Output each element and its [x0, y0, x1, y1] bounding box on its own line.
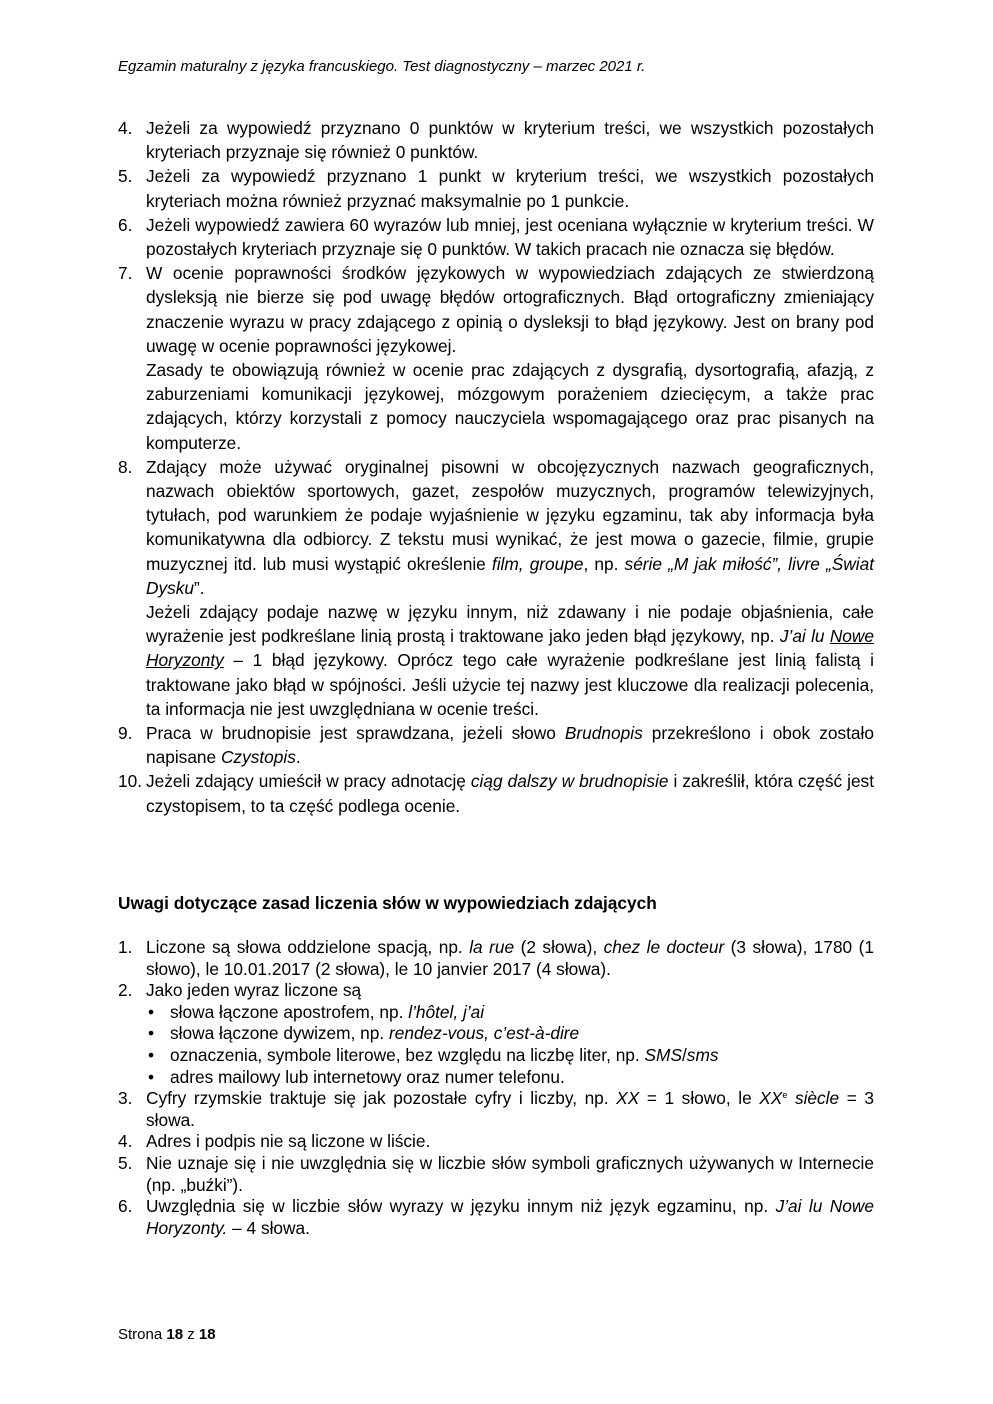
- page-header: Egzamin maturalny z języka francuskiego. Test diagnostyczny – marzec 2021 r.: [118, 58, 646, 75]
- text-run: oznaczenia, symbole literowe, bez względu na liczbę liter, np.: [170, 1044, 645, 1065]
- list-item: [118, 980, 874, 1088]
- italic-run: Czystopis: [220, 747, 296, 768]
- item-number: 6.: [118, 214, 133, 235]
- item-number: 4.: [118, 1131, 133, 1152]
- bullet-item: [148, 1002, 874, 1024]
- text-run: = 1 słowo, le: [639, 1088, 760, 1109]
- item-number: 2.: [118, 980, 133, 1001]
- section-heading: Uwagi dotyczące zasad liczenia słów w wypowiedziach zdających: [118, 893, 657, 913]
- text-run: i zakreślił, która część jest czystopisem, to ta część podlega ocenie.: [146, 771, 874, 816]
- list-item: [118, 116, 874, 164]
- item-number: 10.: [118, 771, 143, 792]
- superscript: e: [782, 1090, 788, 1101]
- item-text: Jako jeden wyraz liczone są: [146, 980, 362, 1001]
- underlined-title: Nowe Horyzonty: [146, 626, 875, 671]
- bullet-item: [148, 1067, 874, 1089]
- italic-run: la rue: [469, 937, 515, 957]
- italic-run: film, groupe: [491, 553, 584, 574]
- item-number: 1.: [118, 937, 133, 957]
- list-item: [118, 769, 874, 817]
- italic-run: J’ai lu Nowe Horyzonty.: [146, 1196, 874, 1238]
- italic-run: rendez-vous, c’est-à-dire: [389, 1023, 580, 1044]
- bullet-list: [146, 1002, 874, 1088]
- text-run: Zdający może używać oryginalnej pisowni w obcojęzycznych nazwach geograficznych, nazwach obiektów sportowych, gazet, zespołów muzycznych, programów telewizyjnych, tytułach, pod warunkiem że podaje wyjaśnienie w języku egzaminu, tak aby informacja była komunikatywna dla odbiorcy. Z tekstu musi wynikać, że jest mowa o gazecie, filmie, grupie muzycznej itd. lub musi wystąpić określenie: [146, 456, 874, 574]
- italic-run: SMS: [644, 1044, 682, 1065]
- item-number: 6.: [118, 1196, 133, 1217]
- item-number: 5.: [118, 166, 133, 187]
- item-number: 4.: [118, 118, 133, 138]
- item-text: Jeżeli za wypowiedź przyznano 0 punktów w kryterium treści, we wszystkich pozostałych kryteriach przyznaje się również 0 punktów.: [146, 118, 874, 163]
- text-run: przekreślono i obok zostało napisane: [146, 723, 874, 768]
- text-run: Cyfry rzymskie traktuje się jak pozostałe cyfry i liczby, np.: [146, 1088, 617, 1109]
- item-paragraph: [146, 455, 874, 600]
- list-item: [118, 1196, 874, 1239]
- page-number: 18: [166, 1326, 184, 1343]
- item-number: 5.: [118, 1152, 133, 1173]
- list-item: [118, 1088, 874, 1131]
- list-item: [118, 261, 874, 455]
- text-run: Praca w brudnopisie jest sprawdzana, jeżeli słowo: [146, 723, 565, 744]
- text-run: (2 słowa),: [514, 937, 604, 957]
- item-paragraph: W ocenie poprawności środków językowych w wypowiedziach zdających ze stwierdzoną dysleksją nie bierze się pod uwagę błędów ortograficznych. Błąd ortograficzny zmieniający znaczenie wyrazu w pracy zdającego z opinią o dysleksji to błąd językowy. Jest on brany pod uwagę w ocenie poprawności językowej.: [146, 263, 874, 356]
- italic-run: Brudnopis: [564, 723, 643, 744]
- list-item: [118, 1131, 874, 1153]
- text-run: słowa łączone apostrofem, np.: [170, 1001, 409, 1022]
- text-run: (3 słowa), 1780 (1 słowo), le 10.01.2017 (2 słowa), le 10 janvier 2017 (4 słowa).: [146, 937, 875, 979]
- item-text: Nie uznaje się i nie uwzględnia się w liczbie słów symboli graficznych używanych w Internecie (np. „buźki”).: [146, 1152, 874, 1195]
- item-paragraph: [146, 600, 874, 721]
- footer-mid: z: [183, 1326, 199, 1343]
- text-run: = 3 słowa.: [146, 1088, 874, 1130]
- bullet-item: [148, 1023, 874, 1045]
- list-item: [118, 213, 874, 261]
- item-number: 8.: [118, 456, 133, 477]
- list-item: [118, 455, 874, 721]
- item-number: 9.: [118, 723, 133, 744]
- italic-run: J’ai lu: [779, 626, 830, 647]
- text-run: słowa łączone dywizem, np.: [170, 1023, 389, 1044]
- list-item: [118, 937, 874, 980]
- word-count-rules-list: [118, 937, 874, 1239]
- list-item: [118, 1153, 874, 1196]
- italic-run: l’hôtel, j’ai: [408, 1001, 485, 1022]
- text-run: Liczone są słowa oddzielone spacją, np.: [146, 937, 470, 957]
- italic-run: siècle: [787, 1088, 840, 1109]
- page-footer: [118, 1326, 216, 1343]
- text-run: Uwzględnia się w liczbie słów wyrazy w języku innym niż język egzaminu, np.: [146, 1196, 776, 1217]
- italic-run: sms: [686, 1044, 719, 1065]
- italic-run: chez le docteur: [603, 937, 725, 957]
- item-text: Jeżeli za wypowiedź przyznano 1 punkt w kryterium treści, we wszystkich pozostałych kryteriach można również przyznać maksymalnie po 1 punkcie.: [146, 166, 874, 211]
- text-run: Jeżeli zdający podaje nazwę w języku innym, niż zdawany i nie podaje objaśnienia, całe wyrażenie jest podkreślane linią prostą i traktowane jako jeden błąd językowy, np.: [146, 602, 874, 647]
- italic-run: XX: [616, 1088, 640, 1109]
- text-run: /: [681, 1044, 687, 1065]
- page-total: 18: [198, 1326, 216, 1343]
- list-item: [118, 164, 874, 212]
- italic-run: ciąg dalszy w brudnopisie: [470, 771, 669, 792]
- italic-run: série „M jak miłość”, livre „Świat Dysku: [146, 553, 874, 598]
- item-number: 3.: [118, 1088, 133, 1109]
- text-run: Jeżeli zdający umieścił w pracy adnotację: [146, 771, 471, 792]
- text-run: – 4 słowa.: [227, 1217, 310, 1238]
- bullet-item: [148, 1045, 874, 1067]
- footer-prefix: Strona: [118, 1326, 167, 1343]
- italic-run: XX: [759, 1088, 783, 1109]
- item-paragraph: Zasady te obowiązują również w ocenie prac zdających z dysgrafią, dysortografią, afazją, z zaburzeniami komunikacji językowej, mózgowym porażeniem dziecięcym, a także prac zdających, którzy korzystali z pomocy nauczyciela wspomagającego oraz prac pisanych na komputerze.: [146, 360, 874, 453]
- item-number: 7.: [118, 263, 133, 284]
- scoring-rules-list: [118, 116, 874, 818]
- text-run: ”.: [194, 577, 205, 598]
- text-run: adres mailowy lub internetowy oraz numer telefonu.: [170, 1066, 565, 1087]
- text-run: – 1 błąd językowy. Oprócz tego całe wyrażenie podkreślane jest linią falistą i traktowane jako błąd w spójności. Jeśli użycie tej nazwy jest kluczowe dla realizacji polecenia, ta informacja nie jest uwzględniana w ocenie treści.: [146, 650, 874, 719]
- text-run: .: [295, 747, 301, 768]
- text-run: , np.: [583, 553, 625, 574]
- list-item: [118, 721, 874, 769]
- item-text: Adres i podpis nie są liczone w liście.: [146, 1131, 431, 1152]
- item-text: Jeżeli wypowiedź zawiera 60 wyrazów lub mniej, jest oceniana wyłącznie w kryterium treści. W pozostałych kryteriach przyznaje się 0 punktów. W takich pracach nie oznacza się błędów.: [146, 214, 874, 260]
